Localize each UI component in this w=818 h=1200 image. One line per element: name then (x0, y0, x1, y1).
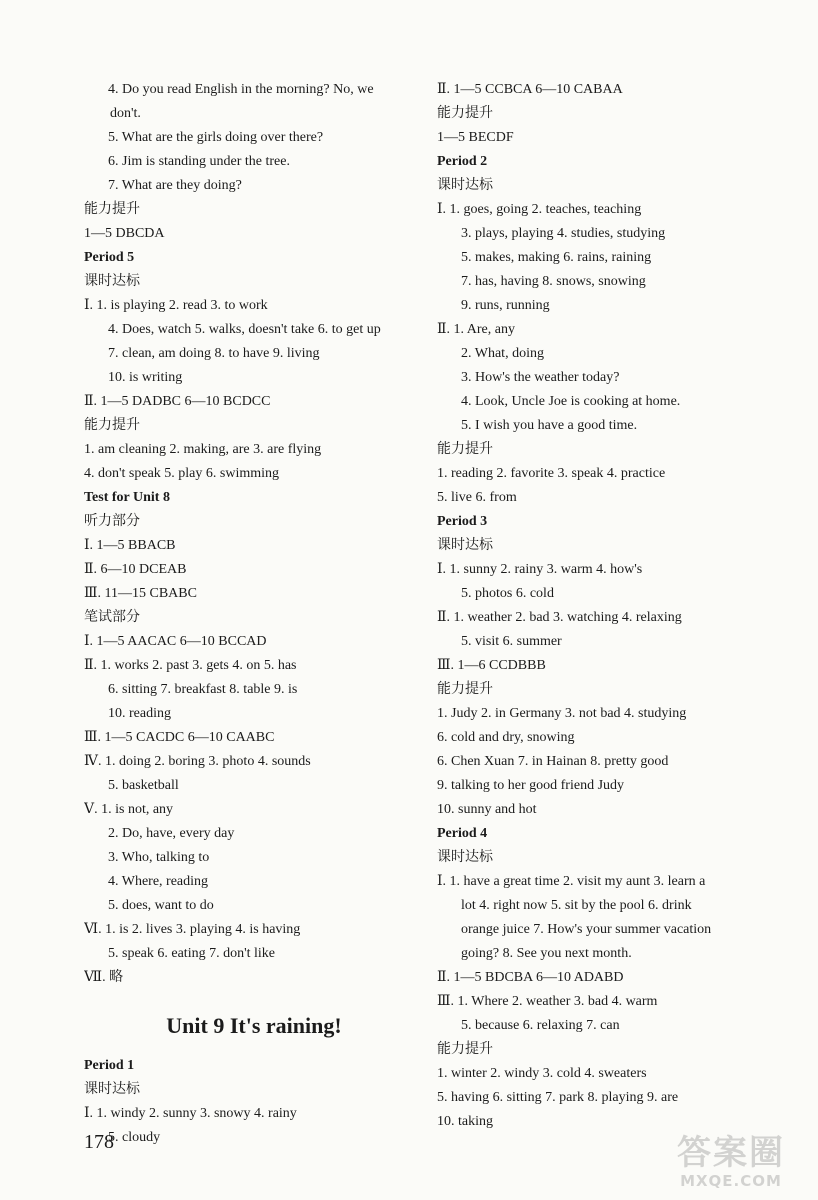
answer-line: 5. having 6. sitting 7. park 8. playing 9. are (437, 1090, 679, 1105)
answer-line: Ⅰ. 1. have a great time 2. visit my aunt 3. learn a (437, 874, 706, 889)
section-heading: Period 1 (84, 1058, 135, 1073)
answer-line: Ⅲ. 1—6 CCDBBB (437, 658, 546, 673)
answer-line: 6. cold and dry, snowing (437, 730, 575, 745)
answer-line: 能力提升 (84, 418, 140, 433)
answer-line: 7. clean, am doing 8. to have 9. living (108, 346, 320, 361)
answer-line: 听力部分 (84, 514, 140, 529)
answer-line: Ⅰ. 1. windy 2. sunny 3. snowy 4. rainy (84, 1106, 297, 1121)
answer-line: 4. don't speak 5. play 6. swimming (84, 466, 280, 481)
answer-line: 10. reading (108, 706, 171, 721)
answer-line: Ⅶ. 略 (84, 970, 124, 985)
answer-line: Ⅳ. 1. doing 2. boring 3. photo 4. sounds (84, 754, 311, 769)
answer-line: 能力提升 (84, 202, 140, 217)
left-answers (84, 78, 424, 966)
answer-line: 能力提升 (437, 682, 493, 697)
answer-line: Ⅱ. 1—5 DADBC 6—10 BCDCC (84, 394, 271, 409)
answer-line: 5. because 6. relaxing 7. can (461, 1018, 620, 1033)
answer-line: Ⅰ. 1. goes, going 2. teaches, teaching (437, 202, 642, 217)
answer-line: 5. does, want to do (108, 898, 214, 913)
answer-line: 2. What, doing (461, 346, 544, 361)
answer-line: Ⅲ. 1—5 CACDC 6—10 CAABC (84, 730, 275, 745)
answer-line: Ⅰ. 1—5 BBACB (84, 538, 176, 553)
section-heading: Period 4 (437, 826, 488, 841)
watermark-logo (656, 1134, 806, 1192)
answer-line: 10. sunny and hot (437, 802, 537, 817)
answer-line: 课时达标 (437, 538, 493, 553)
answer-line: Ⅱ. 1. Are, any (437, 322, 515, 337)
answer-line: 3. How's the weather today? (461, 370, 620, 385)
answer-line: Ⅴ. 1. is not, any (84, 802, 174, 817)
answer-line: 5. live 6. from (437, 490, 517, 505)
watermark-bottom-text: MXQE.COM (680, 1172, 782, 1190)
answer-line: 4. Do you read English in the morning? No, we (108, 82, 374, 97)
answer-line: Ⅱ. 1—5 CCBCA 6—10 CABAA (437, 82, 623, 97)
answer-line: Ⅲ. 1. Where 2. weather 3. bad 4. warm (437, 994, 658, 1009)
answer-line: 能力提升 (437, 1042, 493, 1057)
answer-line: 课时达标 (84, 1082, 140, 1097)
answer-line: 5. What are the girls doing over there? (108, 130, 324, 145)
answer-line: 5. visit 6. summer (461, 634, 562, 649)
watermark-top-text: 答案圈 (677, 1133, 785, 1173)
section-heading: Period 3 (437, 514, 488, 529)
answer-line: 5. speak 6. eating 7. don't like (108, 946, 275, 961)
answer-line: Ⅱ. 1—5 BDCBA 6—10 ADABD (437, 970, 624, 985)
answer-line: Ⅱ. 6—10 DCEAB (84, 562, 187, 577)
answer-line: 6. sitting 7. breakfast 8. table 9. is (108, 682, 298, 697)
answer-line: 10. is writing (108, 370, 183, 385)
answer-line: 5. cloudy (108, 1130, 161, 1145)
answer-line: Ⅱ. 1. weather 2. bad 3. watching 4. relaxing (437, 610, 682, 625)
answer-line: 课时达标 (84, 274, 140, 289)
unit-title: Unit 9 It's raining! (166, 1013, 342, 1038)
left-column (84, 78, 424, 1150)
answer-line: 笔试部分 (84, 610, 140, 625)
right-answers (437, 78, 782, 1134)
answer-line: 3. Who, talking to (108, 850, 210, 865)
answer-line: 1—5 BECDF (437, 130, 514, 145)
right-column (437, 78, 782, 1134)
answer-line: 课时达标 (437, 178, 493, 193)
answer-line: Ⅰ. 1. is playing 2. read 3. to work (84, 298, 268, 313)
section-heading: Period 2 (437, 154, 488, 169)
answer-line: 课时达标 (437, 850, 493, 865)
answer-line: going? 8. See you next month. (461, 946, 632, 961)
answer-line: 3. plays, playing 4. studies, studying (461, 226, 666, 241)
answer-line: 7. has, having 8. snows, snowing (461, 274, 646, 289)
section-heading: Period 5 (84, 250, 135, 265)
answer-line: 6. Jim is standing under the tree. (108, 154, 290, 169)
answer-line: 2. Do, have, every day (108, 826, 235, 841)
answer-line: 1. Judy 2. in Germany 3. not bad 4. studying (437, 706, 687, 721)
answer-line: 9. runs, running (461, 298, 550, 313)
answer-line: 5. photos 6. cold (461, 586, 554, 601)
answer-line: Ⅱ. 1. works 2. past 3. gets 4. on 5. has (84, 658, 297, 673)
answer-line: 能力提升 (437, 442, 493, 457)
answer-line: 10. taking (437, 1114, 493, 1129)
section-heading: Test for Unit 8 (84, 490, 170, 505)
answer-line: 4. Does, watch 5. walks, doesn't take 6. to get up (108, 322, 381, 337)
answer-line: 1—5 DBCDA (84, 226, 165, 241)
answer-line: 4. Look, Uncle Joe is cooking at home. (461, 394, 681, 409)
answer-line: Ⅲ. 11—15 CBABC (84, 586, 197, 601)
answer-line: lot 4. right now 5. sit by the pool 6. drink (461, 898, 692, 913)
answer-line: 5. basketball (108, 778, 179, 793)
answer-line: Ⅰ. 1—5 AACAC 6—10 BCCAD (84, 634, 267, 649)
answer-line: 5. I wish you have a good time. (461, 418, 638, 433)
answer-line: 9. talking to her good friend Judy (437, 778, 625, 793)
answer-line: 4. Where, reading (108, 874, 209, 889)
answer-line: 1. am cleaning 2. making, are 3. are flying (84, 442, 322, 457)
answer-line: 能力提升 (437, 106, 493, 121)
answer-line: don't. (110, 106, 141, 121)
answer-line: 1. winter 2. windy 3. cold 4. sweaters (437, 1066, 647, 1081)
answer-line: orange juice 7. How's your summer vacation (461, 922, 712, 937)
answer-line: 5. makes, making 6. rains, raining (461, 250, 652, 265)
answer-line: 7. What are they doing? (108, 178, 242, 193)
answer-line: 1. reading 2. favorite 3. speak 4. practice (437, 466, 666, 481)
answer-line: Ⅰ. 1. sunny 2. rainy 3. warm 4. how's (437, 562, 643, 577)
page-number: 178 (84, 1131, 114, 1153)
left-answers-after-title (84, 1054, 424, 1150)
answer-line: Ⅵ. 1. is 2. lives 3. playing 4. is having (84, 922, 301, 937)
answer-line: 6. Chen Xuan 7. in Hainan 8. pretty good (437, 754, 669, 769)
